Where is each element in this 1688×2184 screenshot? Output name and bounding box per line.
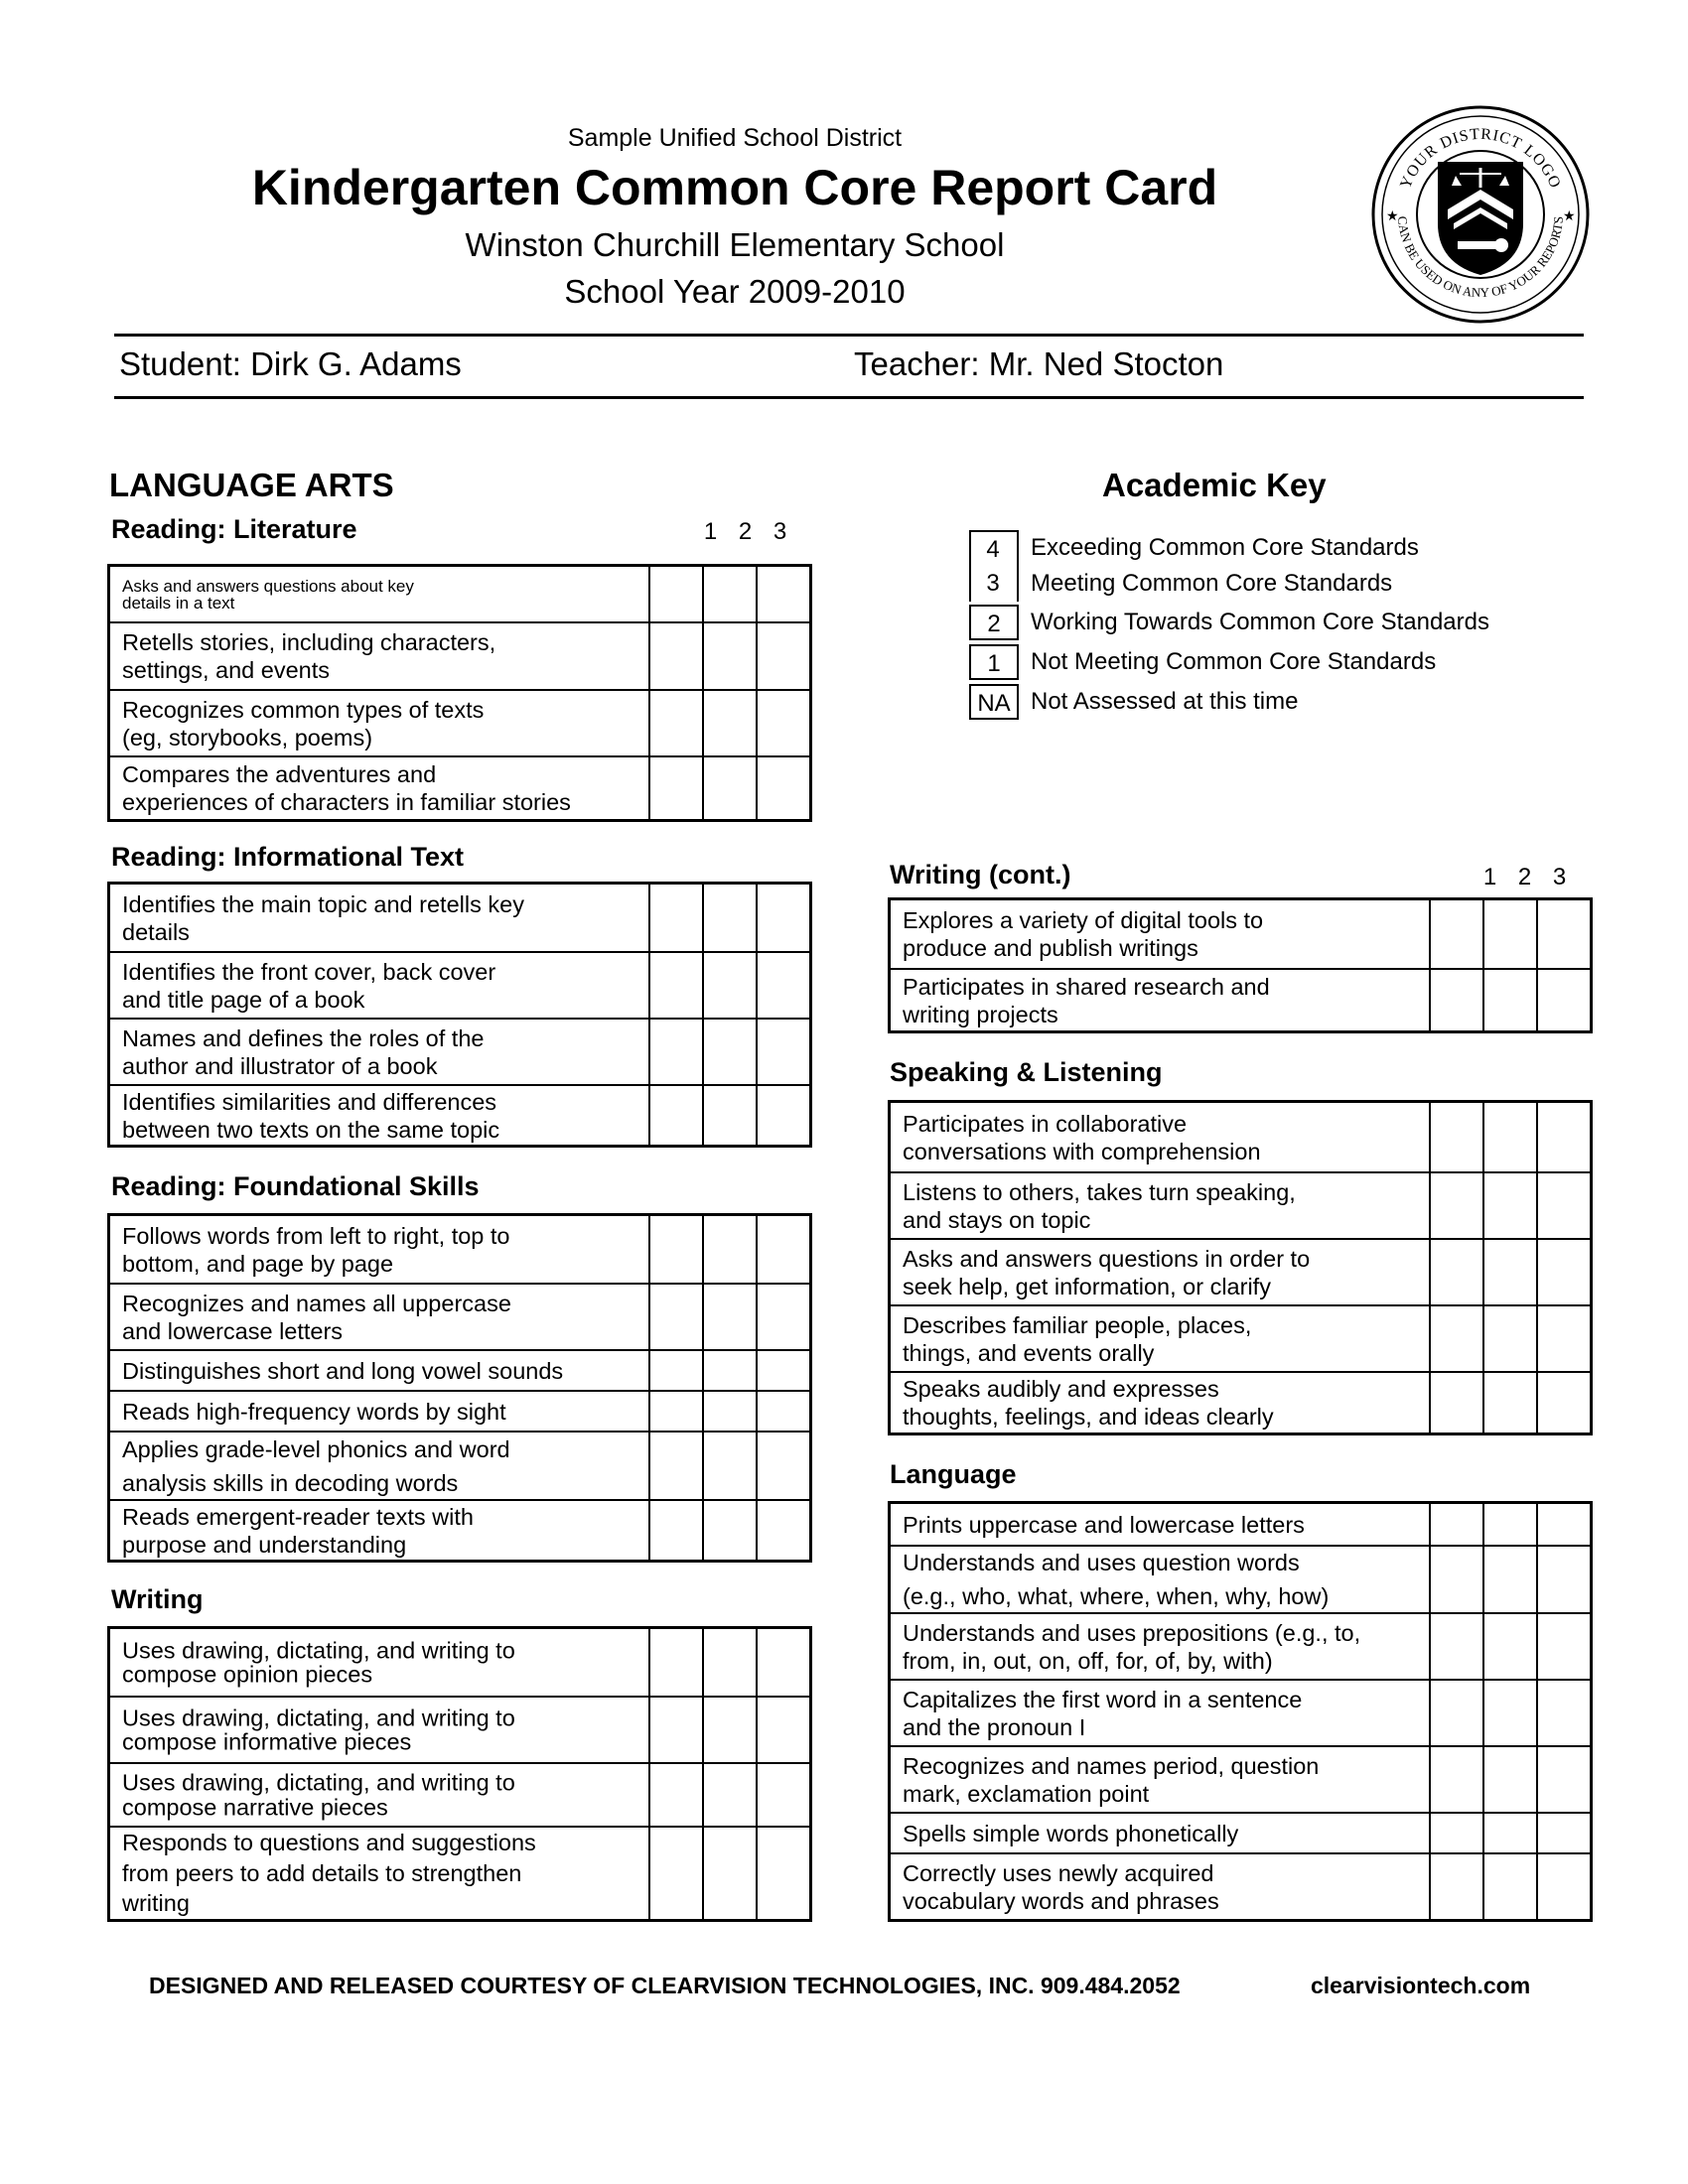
standard-label: Compares the adventures and experiences of characters in familiar stories [122,760,571,815]
section-heading-writing: Writing [111,1584,204,1614]
score-cell-3[interactable] [1536,1747,1590,1812]
standard-label: Reads high-frequency words by sight [122,1398,506,1425]
key-label: Not Assessed at this time [1031,688,1299,715]
score-cell-1[interactable] [1429,1614,1482,1679]
table-row [891,1103,1590,1171]
score-cell-3[interactable] [1536,970,1590,1030]
table-row [110,1084,809,1145]
standard-label: Retells stories, including characters, settings, and events [122,628,496,683]
key-label: Exceeding Common Core Standards [1031,534,1419,561]
score-cell-2[interactable] [702,1433,756,1499]
table-row [891,1504,1590,1545]
key-code: 4 [969,530,1019,566]
footer-url[interactable]: clearvisiontech.com [1311,1973,1531,1998]
standard-label: Capitalizes the first word in a sentence and the pronoun I [903,1686,1303,1740]
score-cell-1[interactable] [648,1433,702,1499]
standard-label: Recognizes and names all uppercase and lowercase letters [122,1290,511,1344]
header-rule-top [114,334,1584,337]
score-cell-3[interactable] [1536,1814,1590,1852]
table-row [110,1499,809,1560]
score-cell-1[interactable] [648,757,702,819]
table-row [110,1431,809,1499]
score-cell-2[interactable] [702,691,756,755]
score-cell-1[interactable] [1429,1681,1482,1745]
table-row [891,1612,1590,1679]
section-heading-speaking-listening: Speaking & Listening [890,1057,1163,1087]
score-cell-3[interactable] [756,1020,809,1084]
score-cell-1[interactable] [648,1629,702,1696]
score-cell-1[interactable] [648,1392,702,1431]
key-code: 3 [969,566,1019,602]
score-cell-3[interactable] [1536,1614,1590,1679]
header-rule-bottom [114,396,1584,399]
score-cell-1[interactable] [648,1351,702,1390]
table-row [110,1018,809,1084]
standard-label: Uses drawing, dictating, and writing to compose narrative pieces [122,1769,515,1820]
language-arts-title: LANGUAGE ARTS [109,467,394,503]
score-cell-3[interactable] [756,1351,809,1390]
score-cell-3[interactable] [1536,1373,1590,1433]
reading-informational-table [107,882,812,1148]
page-title: Kindergarten Common Core Report Card [251,160,1218,215]
score-cell-1[interactable] [648,1020,702,1084]
writing-table [107,1626,812,1922]
footer-credit: DESIGNED AND RELEASED COURTESY OF CLEARVISION TECHNOLOGIES, INC. 909.484.2052 [149,1973,1181,1998]
table-row [891,1679,1590,1745]
score-cell-1[interactable] [648,1764,702,1826]
key-label: Meeting Common Core Standards [1031,570,1393,597]
score-cell-2[interactable] [702,1501,756,1560]
score-cell-3[interactable] [756,953,809,1018]
score-cell-1[interactable] [1429,1103,1482,1171]
score-cell-1[interactable] [1429,970,1482,1030]
score-cell-2[interactable] [1482,1373,1536,1433]
standard-label: Applies grade-level phonics and word analysis skills in decoding words [122,1435,510,1496]
score-cell-1[interactable] [648,1698,702,1762]
score-cell-2[interactable] [702,1285,756,1349]
section-heading-reading-foundational: Reading: Foundational Skills [111,1171,480,1201]
standard-label: Participates in shared research and writing projects [903,973,1270,1027]
academic-key-title: Academic Key [1102,467,1327,503]
standard-label: Understands and uses question words (e.g., who, what, where, when, why, how) [903,1549,1330,1609]
score-cell-1[interactable] [1429,1814,1482,1852]
district-logo-seal [1370,104,1591,325]
table-row [110,1762,809,1826]
section-heading-reading-literature: Reading: Literature [111,514,357,544]
school-year: School Year 2009-2010 [564,273,906,310]
score-column-headers: 1 2 3 [1482,864,1567,890]
score-cell-2[interactable] [1482,1814,1536,1852]
score-cell-1[interactable] [648,1216,702,1283]
score-cell-3[interactable] [756,1764,809,1826]
score-cell-3[interactable] [1536,1103,1590,1171]
score-cell-1[interactable] [1429,1747,1482,1812]
score-cell-2[interactable] [702,1086,756,1145]
score-cell-2[interactable] [1482,1103,1536,1171]
score-cell-2[interactable] [702,757,756,819]
score-cell-1[interactable] [648,691,702,755]
score-cell-1[interactable] [648,1285,702,1349]
score-cell-2[interactable] [702,1351,756,1390]
score-cell-3[interactable] [756,885,809,951]
score-cell-2[interactable] [1482,1547,1536,1612]
score-cell-2[interactable] [1482,1504,1536,1545]
score-cell-2[interactable] [1482,1173,1536,1238]
score-cell-2[interactable] [702,1828,756,1919]
score-cell-1[interactable] [648,567,702,621]
score-cell-2[interactable] [1482,1306,1536,1371]
key-code: 2 [969,605,1019,640]
score-cell-2[interactable] [1482,1681,1536,1745]
standard-label: Correctly uses newly acquired vocabulary words and phrases [903,1859,1219,1914]
writing-cont-table [888,897,1593,1033]
key-label: Not Meeting Common Core Standards [1031,648,1437,675]
standard-label: Asks and answers questions about key details in a text [122,576,414,613]
section-heading-reading-informational: Reading: Informational Text [111,842,465,872]
score-cell-2[interactable] [702,1392,756,1431]
table-row [891,1238,1590,1304]
table-row [110,689,809,755]
score-cell-3[interactable] [756,1216,809,1283]
table-row [110,951,809,1018]
table-row [891,968,1590,1030]
score-cell-2[interactable] [1482,1614,1536,1679]
table-row [891,1812,1590,1852]
standard-label: Identifies the front cover, back cover and title page of a book [122,958,496,1013]
score-cell-1[interactable] [1429,1240,1482,1304]
score-cell-3[interactable] [1536,1173,1590,1238]
section-heading-language: Language [890,1459,1017,1489]
score-cell-3[interactable] [1536,1681,1590,1745]
score-cell-3[interactable] [1536,900,1590,968]
table-row [891,1545,1590,1612]
speaking-listening-table [888,1100,1593,1435]
score-cell-3[interactable] [756,1285,809,1349]
standard-label: Identifies similarities and differences between two texts on the same topic [122,1088,500,1143]
score-cell-2[interactable] [1482,970,1536,1030]
standard-label: Follows words from left to right, top to bottom, and page by page [122,1222,510,1277]
reading-foundational-table [107,1213,812,1563]
score-cell-2[interactable] [702,1629,756,1696]
standard-label: Asks and answers questions in order to seek help, get information, or clarify [903,1245,1311,1299]
score-cell-1[interactable] [1429,1173,1482,1238]
score-cell-2[interactable] [702,1020,756,1084]
score-cell-2[interactable] [702,885,756,951]
table-row [110,1216,809,1283]
standard-label: Listens to others, takes turn speaking, and stays on topic [903,1178,1296,1233]
table-row [110,755,809,819]
score-cell-3[interactable] [1536,1854,1590,1919]
score-cell-3[interactable] [756,757,809,819]
table-row [891,1371,1590,1433]
score-cell-2[interactable] [702,953,756,1018]
district-name: Sample Unified School District [567,124,903,152]
table-row [110,1696,809,1762]
score-cell-1[interactable] [648,623,702,689]
table-row [110,1629,809,1696]
standard-label: Recognizes and names period, question mark, exclamation point [903,1752,1320,1807]
standard-label: Describes familiar people, places, things, and events orally [903,1311,1252,1366]
standard-label: Responds to questions and suggestions from peers to add details to strengthen writing [122,1830,536,1917]
key-bracket [969,530,971,602]
table-row [891,1304,1590,1371]
reading-literature-table [107,564,812,822]
score-cell-2[interactable] [702,1764,756,1826]
standard-label: Reads emergent-reader texts with purpose and understanding [122,1503,474,1558]
score-cell-3[interactable] [756,1698,809,1762]
section-heading-writing-cont: Writing (cont.) [890,860,1071,889]
logo-bottom-text: CAN BE USED ON ANY OF YOUR REPORTS [1394,215,1567,301]
standard-label: Identifies the main topic and retells key details [122,890,524,945]
school-name: Winston Churchill Elementary School [465,226,1005,263]
standard-label: Uses drawing, dictating, and writing to compose informative pieces [122,1704,515,1755]
score-cell-1[interactable] [648,1828,702,1919]
standard-label: Participates in collaborative conversations with comprehension [903,1110,1261,1164]
score-cell-3[interactable] [1536,1240,1590,1304]
score-cell-2[interactable] [702,1698,756,1762]
key-code: 1 [969,644,1019,680]
score-cell-3[interactable] [756,1086,809,1145]
score-cell-1[interactable] [648,953,702,1018]
score-cell-2[interactable] [1482,1747,1536,1812]
table-row [110,885,809,951]
score-cell-1[interactable] [1429,900,1482,968]
student-name: Student: Dirk G. Adams [119,345,462,382]
table-row [891,1852,1590,1919]
logo-top-text: YOUR DISTRICT LOGO [1397,125,1564,192]
score-cell-3[interactable] [756,1392,809,1431]
standard-label: Distinguishes short and long vowel sounds [122,1357,564,1384]
star-icon: ★ [1563,207,1576,223]
table-row [891,1171,1590,1238]
score-cell-1[interactable] [1429,1373,1482,1433]
score-cell-1[interactable] [1429,1547,1482,1612]
score-cell-1[interactable] [648,885,702,951]
score-cell-2[interactable] [1482,1854,1536,1919]
score-cell-1[interactable] [648,1086,702,1145]
score-cell-2[interactable] [1482,1240,1536,1304]
standard-label: Spells simple words phonetically [903,1820,1239,1846]
table-row [891,1745,1590,1812]
table-row [110,1826,809,1919]
table-row [110,1390,809,1431]
teacher-name: Teacher: Mr. Ned Stocton [854,345,1224,382]
table-row [110,567,809,621]
score-cell-3[interactable] [1536,1504,1590,1545]
key-code: NA [969,684,1019,720]
standard-label: Explores a variety of digital tools to produce and publish writings [903,906,1264,961]
score-cell-2[interactable] [702,623,756,689]
score-cell-2[interactable] [702,1216,756,1283]
standard-label: Understands and uses prepositions (e.g., to, from, in, out, on, off, for, of, by, with) [903,1619,1361,1674]
standard-label: Recognizes common types of texts (eg, storybooks, poems) [122,696,485,751]
score-cell-2[interactable] [1482,900,1536,968]
table-row [110,1283,809,1349]
standard-label: Uses drawing, dictating, and writing to compose opinion pieces [122,1636,515,1688]
score-cell-3[interactable] [756,1433,809,1499]
score-cell-3[interactable] [756,1629,809,1696]
star-icon: ★ [1386,207,1399,223]
score-cell-1[interactable] [1429,1306,1482,1371]
standard-label: Prints uppercase and lowercase letters [903,1511,1305,1538]
score-cell-3[interactable] [1536,1547,1590,1612]
table-row [110,1349,809,1390]
key-label: Working Towards Common Core Standards [1031,609,1489,635]
standard-label: Speaks audibly and expresses thoughts, feelings, and ideas clearly [903,1375,1274,1430]
score-cell-3[interactable] [756,1501,809,1560]
score-cell-1[interactable] [648,1501,702,1560]
table-row [891,900,1590,968]
language-table [888,1501,1593,1922]
score-cell-3[interactable] [756,1828,809,1919]
score-cell-1[interactable] [1429,1504,1482,1545]
score-cell-3[interactable] [1536,1306,1590,1371]
score-cell-2[interactable] [702,567,756,621]
standard-label: Names and defines the roles of the author and illustrator of a book [122,1024,485,1079]
score-column-headers: 1 2 3 [703,518,787,545]
table-row [110,621,809,689]
score-cell-3[interactable] [756,623,809,689]
score-cell-3[interactable] [756,691,809,755]
score-cell-1[interactable] [1429,1854,1482,1919]
score-cell-3[interactable] [756,567,809,621]
